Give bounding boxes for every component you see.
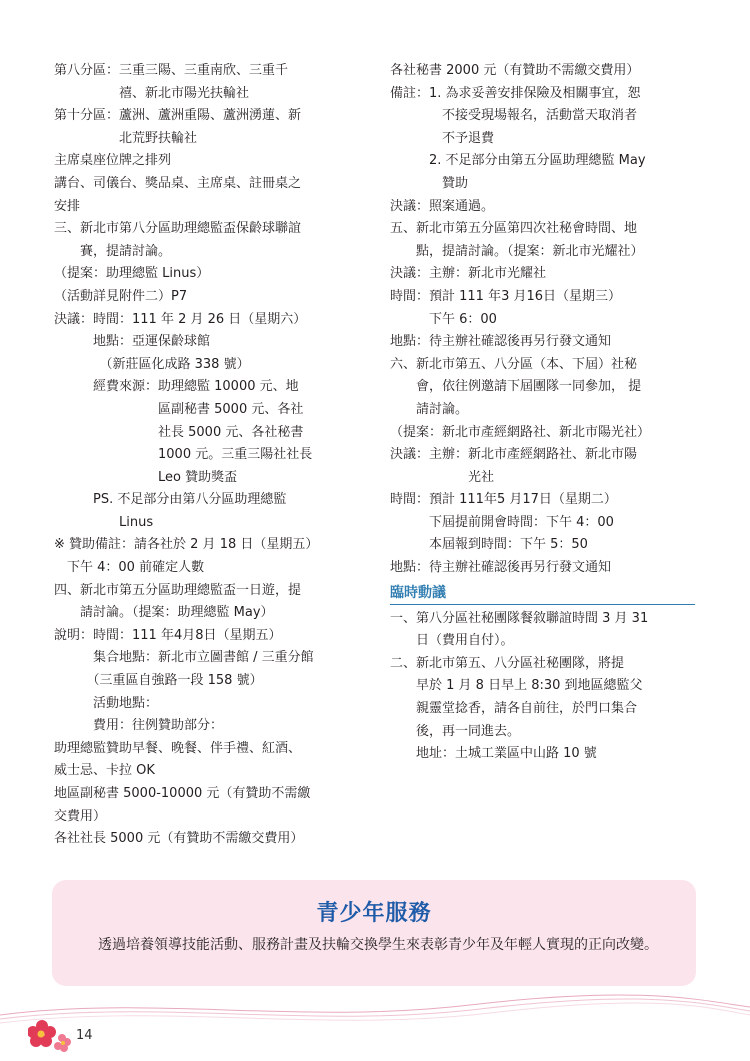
text-line: 決議：時間：111 年 2 月 26 日（星期六） [54,311,307,327]
text-line: 決議：主辦：新北市光耀社 [390,266,547,282]
right-column-bottom [390,608,700,766]
text-line: 安排 [54,198,81,214]
text-line: 第十分區：蘆洲、蘆洲重陽、蘆洲湧蓮、新 [54,108,302,124]
text-line: 區副秘書 5000 元、各社 [54,401,304,417]
text-line: 不接受現場報名，活動當天取消者 [390,108,638,124]
text-line: 下屆提前開會時間：下午 4：00 [390,514,614,530]
text-line: 本屆報到時間：下午 5：50 [390,537,588,553]
text-line: 請討論。 [390,401,469,417]
text-line: ※ 贊助備註：請各社於 2 月 18 日（星期五） [54,537,319,553]
text-line: 下午 4：00 前確定人數 [54,560,205,576]
text-line: 五、新北市第五分區第四次社秘會時間、地 [390,221,638,237]
text-line: 各社秘書 2000 元（有贊助不需繳交費用） [390,63,640,78]
text-line: 地點：待主辦社確認後再另行發文通知 [390,334,612,350]
text-line: 交費用） [54,808,107,824]
text-line: 集合地點：新北市立圖書館 / 三重分館 [54,650,314,666]
text-line: 決議：主辦：新北市產經網路社、新北市陽 [390,447,638,463]
text-line: （提案：助理總監 Linus） [54,266,210,282]
text-line: 地點：待主辦社確認後再另行發文通知 [390,560,612,576]
text-line: 時間：預計 111 年3 月16日（星期三） [390,288,622,304]
text-line: 六、新北市第五、八分區（本、下屆）社秘 [390,356,638,372]
text-line: 下午 6：00 [390,311,497,327]
text-line: 不予退費 [390,130,495,146]
text-line: 備註：1. 為求妥善安排保險及相關事宜，恕 [390,85,641,101]
youth-service-text: 透過培養領導技能活動、服務計畫及扶輪交換學生來表彰青少年及年輕人實現的正向改變。 [70,937,658,953]
text-line: 北荒野扶輪社 [54,130,198,146]
text-line: 主席桌座位牌之排列 [54,153,172,169]
text-line: 親靈堂捻香，請各自前往，於門口集合 [390,701,638,717]
text-line: 時間：預計 111年5 月17日（星期二） [390,492,617,508]
text-line: 活動地點： [54,695,159,711]
text-line: 日（費用自付）。 [390,633,514,649]
text-line: 地區副秘書 5000-10000 元（有贊助不需繳 [54,786,311,801]
footer-wave-decoration [0,985,750,1035]
text-line: 各社社長 5000 元（有贊助不需繳交費用） [54,831,304,847]
page-number: 14 [76,1028,93,1043]
youth-service-box [52,880,696,986]
flower-icon [28,1018,72,1052]
left-column [54,60,364,851]
text-line: 禧、新北市陽光扶輪社 [54,85,250,101]
text-line: 贊助 [390,175,469,191]
text-line: 第八分區：三重三陽、三重南欣、三重千 [54,63,289,78]
text-line: 社長 5000 元、各社秘書 [54,424,304,440]
section-heading-provisional-motions: 臨時動議 [390,582,695,605]
text-line: 講台、司儀台、獎品桌、主席桌、註冊桌之 [54,175,302,191]
text-line: 1000 元。三重三陽社社長 [54,447,313,463]
text-line: 2. 不足部分由第五分區助理總監 May [390,153,646,169]
text-line: 費用：往例贊助部分： [54,718,224,734]
text-line: Linus [54,514,154,530]
text-line: 一、第八分區社秘團隊餐敘聯誼時間 3 月 31 [390,610,649,626]
text-line: Leo 贊助獎盃 [54,469,238,485]
text-line: （三重區自強路一段 158 號） [54,673,263,689]
text-line: 會，依往例邀請下屆團隊一同參加， 提 [390,379,642,395]
text-line: 四、新北市第五分區助理總監盃一日遊，提 [54,582,302,598]
text-line: PS. 不足部分由第八分區助理總監 [54,492,287,508]
right-column [390,60,700,766]
text-line: 地點：亞運保齡球館 [54,334,211,350]
text-line: 說明：時間：111 年4月8日（星期五） [54,627,282,643]
text-line: 經費來源：助理總監 10000 元、地 [54,379,299,395]
text-line: 決議：照案通過。 [390,198,495,214]
text-line: 早於 1 月 8 日早上 8:30 到地區總監父 [390,678,643,694]
text-line: 二、新北市第五、八分區社秘團隊，將提 [390,655,625,671]
text-line: 光社 [390,469,495,485]
text-line: 威士忌、卡拉 OK [54,763,155,779]
text-line: 地址：土城工業區中山路 10 號 [390,746,597,762]
text-line: 三、新北市第八分區助理總監盃保齡球聯誼 [54,221,302,237]
text-line: 助理總監贊助早餐、晚餐、伴手禮、紅酒、 [54,740,302,756]
text-line: （活動詳見附件二）P7 [54,288,188,304]
right-column-top [390,60,700,580]
text-line: 賽，提請討論。 [54,243,172,259]
youth-service-title: 青少年服務 [316,901,432,926]
text-line: （新莊區化成路 338 號） [54,356,250,372]
text-line: 請討論。（提案：助理總監 May） [54,605,274,621]
text-line: 後，再一同進去。 [390,723,521,739]
text-line: 點，提請討論。（提案：新北市光耀社） [390,243,644,259]
text-line: （提案：新北市產經網路社、新北市陽光社） [390,424,651,440]
